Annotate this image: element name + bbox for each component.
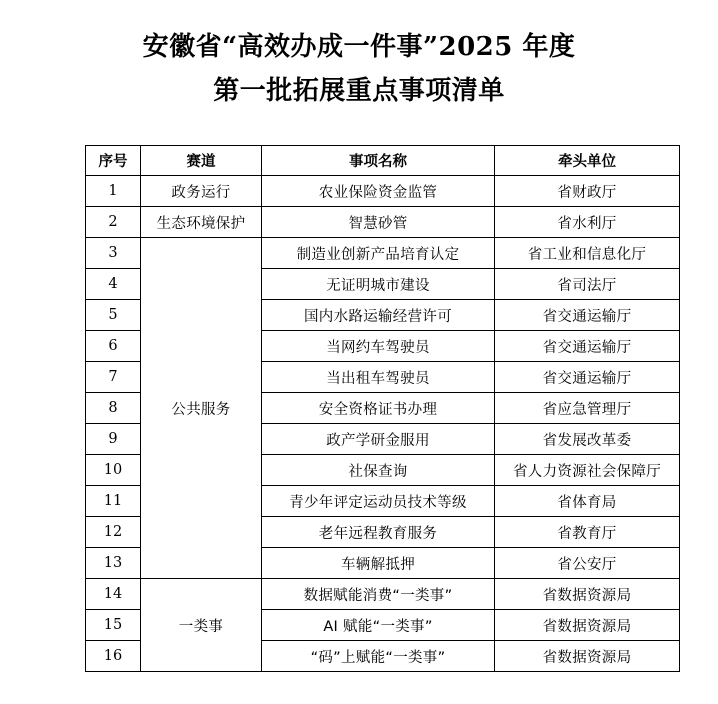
header-dept: 牵头单位 [495, 146, 680, 176]
row-num: 12 [86, 517, 141, 548]
item-name: 无证明城市建设 [262, 269, 495, 300]
table-row [86, 579, 680, 610]
track-cell: 公共服务 [141, 238, 262, 579]
row-num: 7 [86, 362, 141, 393]
lead-dept: 省财政厅 [495, 176, 680, 207]
table-row [86, 176, 680, 207]
document-title-line-1: 安徽省“高效办成一件事”2025 年度 [142, 32, 576, 62]
track-cell: 生态环境保护 [141, 207, 262, 238]
lead-dept: 省交通运输厅 [495, 300, 680, 331]
item-name: 青少年评定运动员技术等级 [262, 486, 495, 517]
item-name: “码”上赋能“一类事” [262, 641, 495, 672]
row-num: 3 [86, 238, 141, 269]
lead-dept: 省交通运输厅 [495, 331, 680, 362]
lead-dept: 省交通运输厅 [495, 362, 680, 393]
item-name: 智慧砂管 [262, 207, 495, 238]
row-num: 8 [86, 393, 141, 424]
lead-dept: 省司法厅 [495, 269, 680, 300]
row-num: 9 [86, 424, 141, 455]
item-name: 农业保险资金监管 [262, 176, 495, 207]
lead-dept: 省数据资源局 [495, 641, 680, 672]
lead-dept: 省发展改革委 [495, 424, 680, 455]
item-name: 社保查询 [262, 455, 495, 486]
header-item: 事项名称 [262, 146, 495, 176]
lead-dept: 省公安厅 [495, 548, 680, 579]
row-num: 11 [86, 486, 141, 517]
row-num: 14 [86, 579, 141, 610]
item-name: 政产学研金服用 [262, 424, 495, 455]
item-name: AI 赋能“一类事” [262, 610, 495, 641]
row-num: 1 [86, 176, 141, 207]
table-row [86, 207, 680, 238]
row-num: 13 [86, 548, 141, 579]
lead-dept: 省体育局 [495, 486, 680, 517]
row-num: 2 [86, 207, 141, 238]
lead-dept: 省数据资源局 [495, 610, 680, 641]
item-name: 安全资格证书办理 [262, 393, 495, 424]
item-name: 车辆解抵押 [262, 548, 495, 579]
lead-dept: 省水利厅 [495, 207, 680, 238]
header-track: 赛道 [141, 146, 262, 176]
row-num: 15 [86, 610, 141, 641]
lead-dept: 省应急管理厅 [495, 393, 680, 424]
table-header-row [86, 146, 680, 176]
item-name: 国内水路运输经营许可 [262, 300, 495, 331]
item-name: 老年远程教育服务 [262, 517, 495, 548]
item-name: 当网约车驾驶员 [262, 331, 495, 362]
row-num: 4 [86, 269, 141, 300]
item-name: 制造业创新产品培育认定 [262, 238, 495, 269]
row-num: 6 [86, 331, 141, 362]
document-title-line-2: 第一批拓展重点事项清单 [213, 76, 505, 106]
track-cell: 一类事 [141, 579, 262, 672]
item-name: 数据赋能消费“一类事” [262, 579, 495, 610]
lead-dept: 省人力资源社会保障厅 [495, 455, 680, 486]
table-row [86, 238, 680, 269]
lead-dept: 省教育厅 [495, 517, 680, 548]
items-table [85, 145, 680, 672]
row-num: 10 [86, 455, 141, 486]
track-cell: 政务运行 [141, 176, 262, 207]
lead-dept: 省数据资源局 [495, 579, 680, 610]
row-num: 5 [86, 300, 141, 331]
row-num: 16 [86, 641, 141, 672]
header-num: 序号 [86, 146, 141, 176]
item-name: 当出租车驾驶员 [262, 362, 495, 393]
lead-dept: 省工业和信息化厅 [495, 238, 680, 269]
